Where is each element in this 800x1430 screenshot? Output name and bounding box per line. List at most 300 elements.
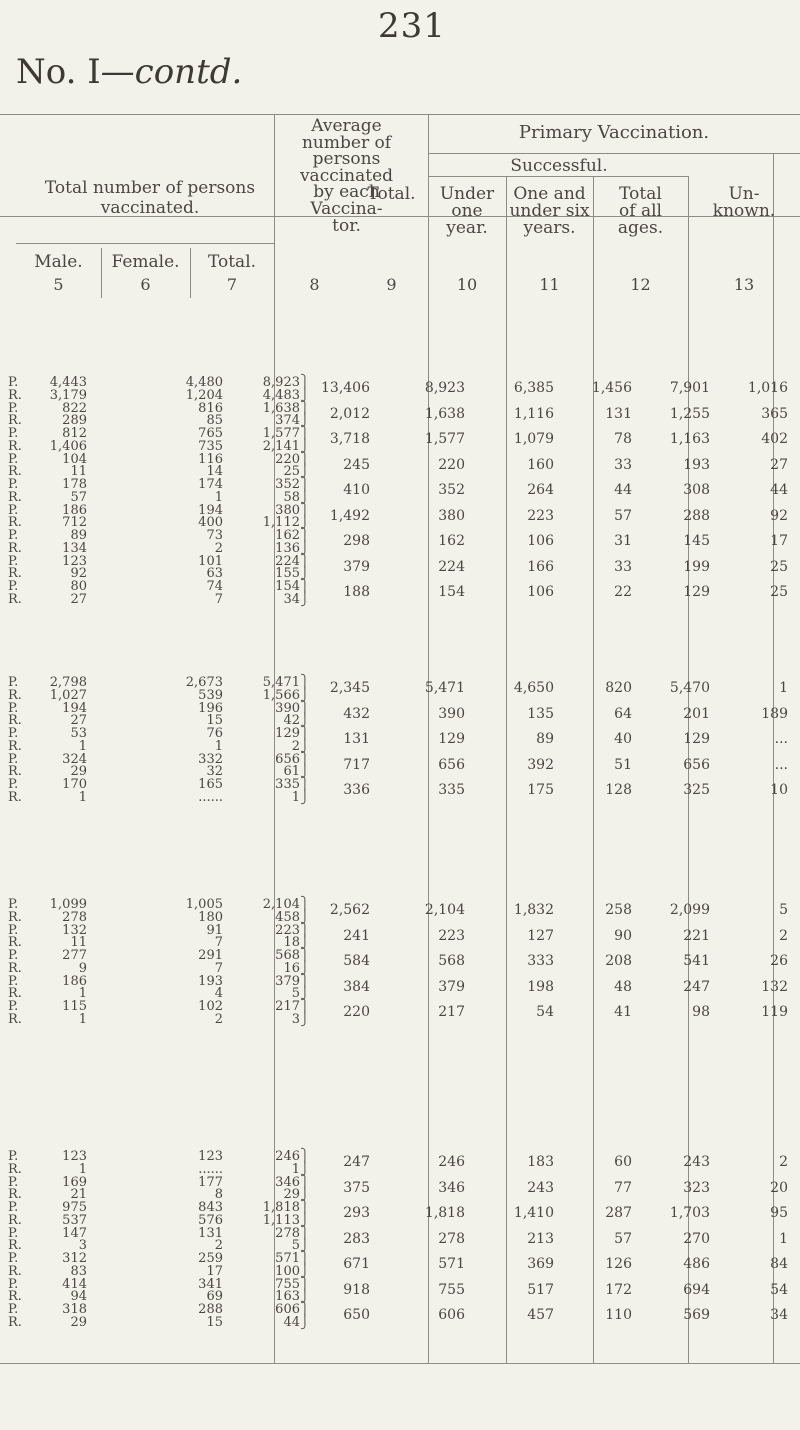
row-prefix: P. — [8, 1276, 19, 1292]
header-under-one-line-3: year. — [446, 218, 488, 238]
male-value: 1 — [78, 789, 87, 805]
header-successful: Successful. — [510, 156, 608, 176]
row-prefix: P. — [8, 477, 19, 492]
under-one-value: 223 — [527, 507, 554, 524]
unknown-value: 189 — [761, 705, 788, 722]
primary-total-value: 379 — [438, 978, 465, 995]
unknown-value: 20 — [770, 1179, 788, 1196]
header-one-to-six-line-3: years. — [523, 218, 576, 238]
total-all-ages-value: 201 — [683, 705, 710, 722]
under-one-value: 89 — [536, 731, 554, 748]
female-value: 7 — [214, 935, 223, 951]
row-prefix: P. — [8, 451, 19, 467]
primary-total-value: 220 — [438, 456, 465, 473]
under-one-value: 183 — [527, 1154, 554, 1171]
header-under-one-line-1: Under — [439, 184, 495, 204]
pair-brace: ⎭ — [300, 909, 310, 925]
total-value: 5 — [291, 986, 300, 1002]
pair-totals-row — [0, 733, 800, 746]
unknown-value: 1 — [779, 1230, 788, 1247]
row-prefix: P. — [8, 999, 19, 1014]
one-to-six-value: 90 — [614, 927, 632, 944]
female-value: 69 — [206, 1289, 223, 1305]
male-value: 812 — [62, 426, 87, 441]
header-average-line-7: tor. — [332, 215, 361, 236]
total-all-ages-value: 656 — [683, 756, 710, 773]
female-value: 816 — [198, 400, 223, 416]
total-all-ages-value: 486 — [683, 1256, 710, 1273]
pair-brace: ⎭ — [300, 1212, 310, 1228]
female-value: 2,673 — [185, 675, 223, 690]
pair-brace: ⎭ — [300, 413, 310, 429]
male-value: 1,406 — [49, 438, 87, 454]
one-to-six-value: 22 — [614, 584, 632, 601]
pair-totals-row — [0, 955, 800, 968]
row-prefix: R. — [8, 1289, 22, 1305]
one-to-six-value: 110 — [605, 1307, 632, 1324]
male-value: 147 — [62, 1225, 87, 1241]
table-label — [16, 52, 242, 92]
male-value: 3 — [78, 1238, 87, 1254]
row-prefix: R. — [8, 935, 22, 951]
header-under-one — [428, 186, 506, 237]
unknown-value: 2 — [779, 927, 788, 944]
pair-brace: ⎭ — [300, 960, 310, 976]
pair-brace: ⎭ — [300, 540, 310, 556]
row-prefix: R. — [8, 438, 22, 454]
primary-total-value: 568 — [438, 953, 465, 970]
total-value: 155 — [275, 566, 300, 582]
row-prefix: R. — [8, 1011, 22, 1027]
row-prefix: P. — [8, 502, 19, 518]
unknown-value: 25 — [770, 558, 788, 575]
one-to-six-value: 287 — [605, 1205, 632, 1222]
pair-totals-row — [0, 535, 800, 548]
total-value: 136 — [275, 540, 300, 556]
total-value: 379 — [275, 973, 300, 989]
total-value: 16 — [283, 960, 300, 976]
row-prefix: P. — [8, 1149, 19, 1164]
total-value: 3 — [291, 1011, 300, 1027]
primary-total-value: 1,577 — [424, 431, 465, 448]
female-value: 400 — [198, 515, 223, 531]
female-value: 76 — [206, 726, 223, 741]
pair-brace: ⎭ — [300, 687, 310, 703]
row-prefix: R. — [8, 540, 22, 556]
pair-totals-row — [0, 433, 800, 446]
male-value: 92 — [70, 566, 87, 582]
row-prefix: R. — [8, 986, 22, 1002]
pair-brace: ⎫ — [300, 1200, 310, 1215]
under-one-value: 4,650 — [513, 680, 554, 697]
row-prefix: R. — [8, 387, 22, 403]
one-to-six-value: 128 — [605, 782, 632, 799]
pair-brace: ⎫ — [300, 528, 310, 543]
female-value: 73 — [206, 528, 223, 543]
pair-totals-row — [0, 484, 800, 497]
male-value: 9 — [78, 960, 87, 976]
unknown-value: 25 — [770, 584, 788, 601]
female-value: 32 — [206, 764, 223, 780]
total-value: 58 — [283, 489, 300, 505]
pair-brace: ⎫ — [300, 1225, 310, 1241]
under-one-value: 106 — [527, 533, 554, 550]
pair-brace: ⎫ — [300, 477, 310, 492]
total-value: 220 — [275, 451, 300, 467]
male-value: 170 — [62, 777, 87, 792]
primary-total-value: 8,923 — [424, 380, 465, 397]
one-to-six-value: 31 — [614, 533, 632, 550]
row-prefix: P. — [8, 426, 19, 441]
under-one-value: 1,832 — [513, 902, 554, 919]
row-prefix: R. — [8, 1314, 22, 1330]
rule-successful — [428, 176, 688, 177]
row-prefix: P. — [8, 400, 19, 416]
column-number-7: 7 — [226, 275, 238, 294]
unknown-value: 132 — [761, 978, 788, 995]
total-value: 1,577 — [262, 426, 300, 441]
table-contd: —contd. — [100, 52, 243, 92]
female-value: 765 — [198, 426, 223, 441]
one-to-six-value: 172 — [605, 1281, 632, 1298]
unknown-value: 2 — [779, 1154, 788, 1171]
total-all-ages-value: 270 — [683, 1230, 710, 1247]
average-value: 3,718 — [329, 431, 370, 448]
male-value: 2,798 — [49, 675, 87, 690]
pair-brace: ⎫ — [300, 897, 310, 912]
female-value: ...... — [198, 1161, 223, 1177]
rule-total-persons — [16, 243, 274, 244]
male-value: 1 — [78, 1011, 87, 1027]
header-one-to-six-line-1: One and — [513, 184, 586, 204]
total-value: 1,818 — [262, 1200, 300, 1215]
male-value: 104 — [62, 451, 87, 467]
total-all-ages-value: 325 — [683, 782, 710, 799]
unknown-value: 27 — [770, 456, 788, 473]
pair-totals-row — [0, 405, 800, 422]
one-to-six-value: 44 — [614, 482, 632, 499]
pair-brace: ⎫ — [300, 922, 310, 938]
one-to-six-value: 258 — [605, 902, 632, 919]
female-value: 17 — [206, 1263, 223, 1279]
male-value: 29 — [70, 764, 87, 780]
total-all-ages-value: 541 — [683, 953, 710, 970]
pair-brace: ⎭ — [300, 789, 310, 805]
primary-total-value: 1,818 — [424, 1205, 465, 1222]
header-under-one-line-2: one — [451, 201, 483, 221]
pair-brace: ⎭ — [300, 1161, 310, 1177]
pair-brace: ⎭ — [300, 935, 310, 951]
female-value: 165 — [198, 777, 223, 792]
pair-brace: ⎭ — [300, 591, 310, 607]
under-one-value: 457 — [527, 1307, 554, 1324]
pair-totals-row — [0, 1258, 800, 1271]
row-prefix: R. — [8, 566, 22, 582]
under-one-value: 369 — [527, 1256, 554, 1273]
one-to-six-value: 41 — [614, 1004, 632, 1021]
primary-total-value: 390 — [438, 705, 465, 722]
total-value: 335 — [275, 777, 300, 792]
pair-brace: ⎫ — [300, 1302, 310, 1317]
male-value: 80 — [70, 579, 87, 594]
male-value: 132 — [62, 922, 87, 938]
header-unknown-line-2: known. — [712, 201, 776, 221]
male-value: 94 — [70, 1289, 87, 1305]
one-to-six-value: 51 — [614, 756, 632, 773]
table-number: No. I — [16, 52, 101, 92]
male-value: 289 — [62, 413, 87, 429]
female-value: ...... — [198, 789, 223, 805]
female-value: 1 — [214, 489, 223, 505]
female-value: 735 — [198, 438, 223, 454]
column-number-9: 9 — [386, 275, 397, 294]
pair-totals-row — [0, 1006, 800, 1019]
primary-total-value: 656 — [438, 756, 465, 773]
average-value: 584 — [343, 953, 370, 970]
under-one-value: 243 — [527, 1179, 554, 1196]
one-to-six-value: 33 — [614, 558, 632, 575]
male-value: 822 — [62, 400, 87, 416]
row-prefix: P. — [8, 948, 19, 963]
average-value: 13,406 — [321, 380, 370, 397]
pair-totals-row — [0, 1156, 800, 1169]
under-one-value: 392 — [527, 756, 554, 773]
primary-total-value: 346 — [438, 1179, 465, 1196]
row-prefix: P. — [8, 528, 19, 543]
total-value: 25 — [283, 464, 300, 480]
male-value: 27 — [70, 713, 87, 729]
row-prefix: R. — [8, 591, 22, 607]
female-value: 180 — [198, 909, 223, 925]
row-prefix: R. — [8, 1212, 22, 1228]
header-total-9: Total. — [367, 184, 416, 204]
unknown-value: 402 — [761, 431, 788, 448]
header-average-line-3: persons — [312, 149, 381, 170]
female-value: 193 — [198, 973, 223, 989]
under-one-value: 517 — [527, 1281, 554, 1298]
average-value: 2,345 — [329, 680, 370, 697]
primary-total-value: 755 — [438, 1281, 465, 1298]
primary-total-value: 224 — [438, 558, 465, 575]
pair-brace: ⎫ — [300, 502, 310, 518]
average-value: 671 — [343, 1256, 370, 1273]
under-one-value: 6,385 — [513, 380, 554, 397]
total-value: 1,638 — [262, 400, 300, 416]
row-prefix: R. — [8, 687, 22, 703]
pair-totals-row — [0, 904, 800, 917]
one-to-six-value: 60 — [614, 1154, 632, 1171]
row-prefix: R. — [8, 909, 22, 925]
male-value: 11 — [70, 935, 87, 951]
male-value: 21 — [70, 1187, 87, 1203]
column-number-8: 8 — [309, 275, 320, 294]
column-number-6: 6 — [140, 275, 151, 294]
average-value: 298 — [343, 533, 370, 550]
female-value: 15 — [206, 713, 223, 729]
total-value: 217 — [275, 999, 300, 1014]
primary-total-value: 154 — [438, 584, 465, 601]
total-value: 1,566 — [262, 687, 300, 703]
header-primary-vaccination: Primary Vaccination. — [518, 122, 710, 143]
pair-brace: ⎭ — [300, 764, 310, 780]
female-value: 341 — [198, 1276, 223, 1292]
unknown-value: 26 — [770, 953, 788, 970]
table-bottom-rule — [0, 1363, 800, 1364]
row-prefix: P. — [8, 553, 19, 569]
male-value: 1 — [78, 1161, 87, 1177]
pair-brace: ⎫ — [300, 451, 310, 467]
female-value: 576 — [198, 1212, 223, 1228]
total-all-ages-value: 1,163 — [669, 431, 710, 448]
unknown-value: 34 — [770, 1307, 788, 1324]
header-average-line-5: by each — [313, 182, 380, 203]
total-value: 5,471 — [262, 675, 300, 690]
total-value: 5 — [291, 1238, 300, 1254]
unknown-value: 17 — [770, 533, 788, 550]
unknown-value: 1,016 — [747, 380, 788, 397]
page-number: 231 — [378, 6, 446, 46]
row-prefix: P. — [8, 1302, 19, 1317]
total-value: 223 — [275, 922, 300, 938]
row-prefix: R. — [8, 960, 22, 976]
pair-brace: ⎭ — [300, 515, 310, 531]
unknown-value: 5 — [779, 902, 788, 919]
primary-total-value: 2,104 — [424, 902, 465, 919]
average-value: 336 — [343, 782, 370, 799]
one-to-six-value: 77 — [614, 1179, 632, 1196]
male-value: 123 — [62, 1149, 87, 1164]
under-one-value: 175 — [527, 782, 554, 799]
average-value: 410 — [343, 482, 370, 499]
total-value: 571 — [275, 1251, 300, 1266]
male-value: 1,027 — [49, 687, 87, 703]
male-value: 975 — [62, 1200, 87, 1215]
pair-brace: ⎫ — [300, 973, 310, 989]
total-all-ages-value: 129 — [683, 584, 710, 601]
female-value: 1,204 — [185, 387, 223, 403]
male-value: 178 — [62, 477, 87, 492]
unknown-value: 119 — [761, 1004, 788, 1021]
total-all-ages-value: 5,470 — [669, 680, 710, 697]
pair-totals-row — [0, 927, 800, 944]
average-value: 283 — [343, 1230, 370, 1247]
header-total-all-ages-line-2: of all — [619, 201, 662, 221]
under-one-value: 54 — [536, 1004, 554, 1021]
total-all-ages-value: 1,703 — [669, 1205, 710, 1222]
female-value: 91 — [206, 922, 223, 938]
female-value: 291 — [198, 948, 223, 963]
header-total-vaccinated: Total number of persons vaccinated. — [44, 178, 256, 218]
total-value: 656 — [275, 751, 300, 767]
header-unknown — [688, 186, 800, 220]
total-all-ages-value: 308 — [683, 482, 710, 499]
row-prefix: P. — [8, 973, 19, 989]
total-value: 2 — [291, 738, 300, 754]
pair-brace: ⎭ — [300, 1263, 310, 1279]
total-all-ages-value: 145 — [683, 533, 710, 550]
pair-brace: ⎫ — [300, 751, 310, 767]
pair-totals-row — [0, 1230, 800, 1247]
female-value: 102 — [198, 999, 223, 1014]
average-value: 379 — [343, 558, 370, 575]
male-value: 712 — [62, 515, 87, 531]
unknown-value: ... — [774, 731, 788, 748]
primary-total-value: 162 — [438, 533, 465, 550]
average-value: 245 — [343, 456, 370, 473]
pair-brace: ⎭ — [300, 1187, 310, 1203]
unknown-value: 92 — [770, 507, 788, 524]
female-value: 1 — [214, 738, 223, 754]
total-value: 4,483 — [262, 387, 300, 403]
female-value: 7 — [214, 960, 223, 976]
total-value: 2,104 — [262, 897, 300, 912]
primary-total-value: 223 — [438, 927, 465, 944]
row-prefix: R. — [8, 764, 22, 780]
under-one-value: 264 — [527, 482, 554, 499]
primary-total-value: 606 — [438, 1307, 465, 1324]
female-value: 85 — [206, 413, 223, 429]
total-all-ages-value: 1,255 — [669, 405, 710, 422]
male-value: 186 — [62, 973, 87, 989]
average-value: 717 — [343, 756, 370, 773]
pair-brace: ⎫ — [300, 675, 310, 690]
pair-brace: ⎭ — [300, 1289, 310, 1305]
header-one-to-six-line-2: under six — [509, 201, 590, 221]
header-total-all-ages-line-3: ages. — [617, 218, 664, 238]
row-prefix: P. — [8, 777, 19, 792]
male-value: 318 — [62, 1302, 87, 1317]
total-value: 34 — [283, 591, 300, 607]
female-value: 332 — [198, 751, 223, 767]
total-value: 380 — [275, 502, 300, 518]
male-value: 537 — [62, 1212, 87, 1228]
under-one-value: 333 — [527, 953, 554, 970]
primary-total-value: 217 — [438, 1004, 465, 1021]
pair-totals-row — [0, 507, 800, 524]
male-value: 1 — [78, 738, 87, 754]
column-number-11: 11 — [539, 275, 560, 294]
total-value: 61 — [283, 764, 300, 780]
one-to-six-value: 40 — [614, 731, 632, 748]
header-average-line-6: Vaccina- — [310, 198, 383, 219]
male-value: 324 — [62, 751, 87, 767]
total-all-ages-value: 98 — [692, 1004, 710, 1021]
pair-brace: ⎫ — [300, 1174, 310, 1190]
male-value: 4,443 — [49, 375, 87, 390]
pair-brace: ⎭ — [300, 713, 310, 729]
total-value: 1,112 — [262, 515, 300, 531]
male-value: 134 — [62, 540, 87, 556]
under-one-value: 1,079 — [513, 431, 554, 448]
pair-totals-row — [0, 705, 800, 722]
primary-total-value: 352 — [438, 482, 465, 499]
pair-brace: ⎭ — [300, 738, 310, 754]
pair-totals-row — [0, 382, 800, 395]
total-value: 129 — [275, 726, 300, 741]
one-to-six-value: 64 — [614, 705, 632, 722]
female-value: 116 — [198, 451, 223, 467]
female-value: 288 — [198, 1302, 223, 1317]
average-value: 188 — [343, 584, 370, 601]
pair-brace: ⎭ — [300, 1314, 310, 1330]
under-one-value: 213 — [527, 1230, 554, 1247]
total-all-ages-value: 288 — [683, 507, 710, 524]
male-value: 1 — [78, 986, 87, 1002]
total-value: 606 — [275, 1302, 300, 1317]
pair-brace: ⎭ — [300, 464, 310, 480]
primary-total-value: 278 — [438, 1230, 465, 1247]
average-value: 1,492 — [329, 507, 370, 524]
